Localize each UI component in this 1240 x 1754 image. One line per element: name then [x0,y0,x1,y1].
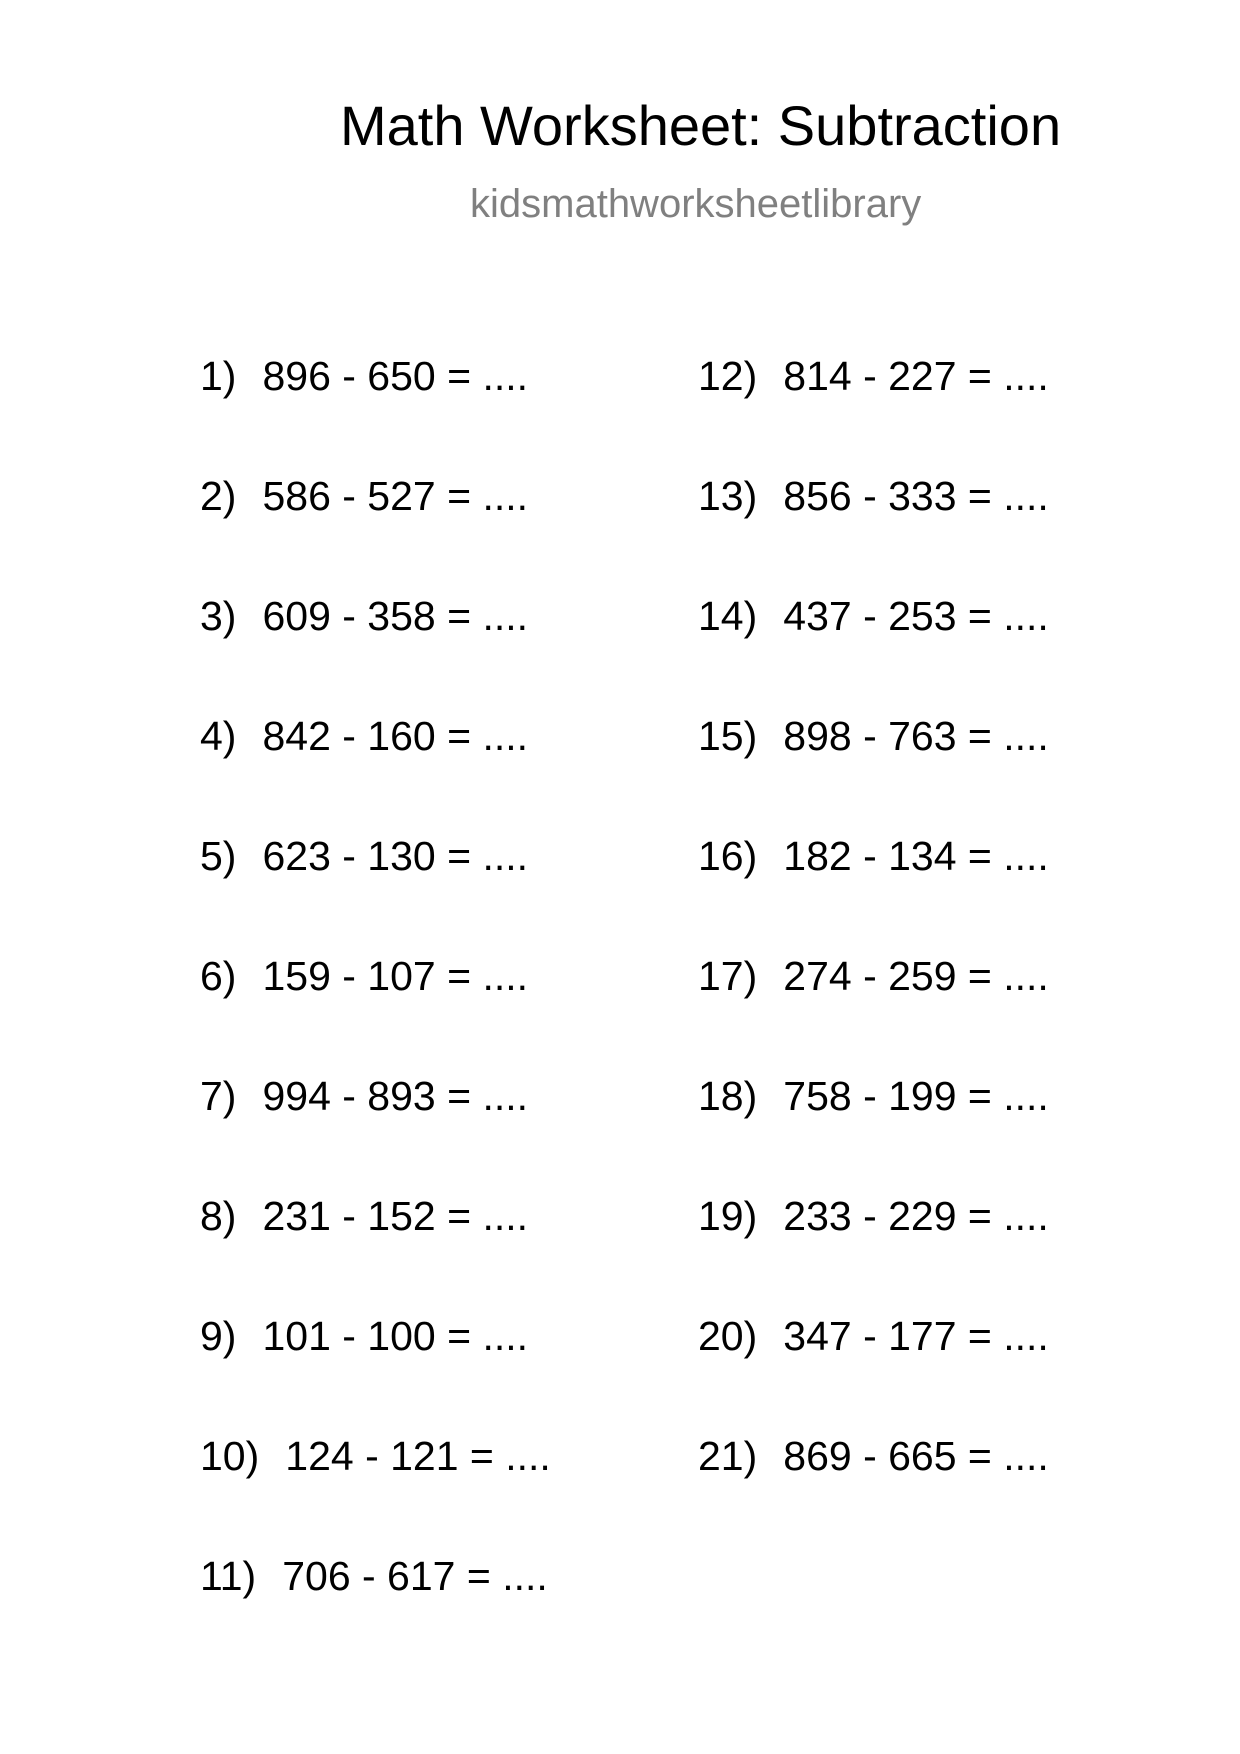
problem-number: 5) [200,833,237,879]
problem-number: 8) [200,1193,237,1239]
problem-expression: 347 - 177 = .... [783,1313,1049,1359]
problem-number: 2) [200,473,237,519]
problem-item [698,832,1158,952]
problem-number: 16) [698,833,758,879]
problem-item [200,592,660,712]
problem-expression: 758 - 199 = .... [783,1073,1049,1119]
problem-item [200,712,660,832]
problem-expression: 869 - 665 = .... [783,1433,1049,1479]
problem-item [698,592,1158,712]
problem-expression: 814 - 227 = .... [783,353,1049,399]
problems-column-left [200,352,660,1672]
problem-expression: 586 - 527 = .... [262,473,529,519]
problem-expression: 898 - 763 = .... [783,713,1049,759]
page-subtitle: kidsmathworksheetlibrary [470,182,922,226]
problem-number: 17) [698,953,758,999]
problem-number: 10) [200,1433,260,1479]
problem-number: 3) [200,593,237,639]
problem-item [200,1552,660,1672]
problem-expression: 124 - 121 = .... [285,1433,551,1479]
problem-item [698,1432,1158,1552]
problem-number: 14) [698,593,758,639]
problem-number: 9) [200,1313,237,1359]
problem-item [200,472,660,592]
problem-item [200,1072,660,1192]
problem-number: 7) [200,1073,237,1119]
problem-number: 21) [698,1433,758,1479]
problem-number: 20) [698,1313,758,1359]
problem-expression: 994 - 893 = .... [262,1073,529,1119]
problem-item [698,472,1158,592]
problem-expression: 437 - 253 = .... [783,593,1049,639]
problem-item [200,1312,660,1432]
problem-expression: 856 - 333 = .... [783,473,1049,519]
problem-item [200,1192,660,1312]
problem-item [698,952,1158,1072]
problem-expression: 896 - 650 = .... [262,353,529,399]
problem-number: 13) [698,473,758,519]
problem-item [200,1432,660,1552]
problem-expression: 182 - 134 = .... [783,833,1049,879]
problem-expression: 842 - 160 = .... [262,713,529,759]
page-title: Math Worksheet: Subtraction [340,94,1062,157]
problem-number: 19) [698,1193,758,1239]
problem-item [698,1072,1158,1192]
problem-expression: 159 - 107 = .... [262,953,529,999]
problem-expression: 623 - 130 = .... [262,833,529,879]
problem-item [200,952,660,1072]
problem-expression: 609 - 358 = .... [262,593,529,639]
problem-number: 18) [698,1073,758,1119]
problem-item [698,352,1158,472]
problem-item [698,712,1158,832]
problem-expression: 233 - 229 = .... [783,1193,1049,1239]
problem-expression: 706 - 617 = .... [282,1553,548,1599]
problem-expression: 274 - 259 = .... [783,953,1049,999]
problem-item [200,832,660,952]
problem-item [698,1192,1158,1312]
problem-number: 1) [200,353,237,399]
problem-expression: 101 - 100 = .... [262,1313,529,1359]
problem-number: 12) [698,353,758,399]
problem-number: 15) [698,713,758,759]
problem-item [698,1312,1158,1432]
problem-expression: 231 - 152 = .... [262,1193,529,1239]
problem-number: 11) [200,1553,257,1599]
problem-number: 6) [200,953,237,999]
problems-column-right [698,352,1158,1552]
problem-number: 4) [200,713,237,759]
problem-item [200,352,660,472]
